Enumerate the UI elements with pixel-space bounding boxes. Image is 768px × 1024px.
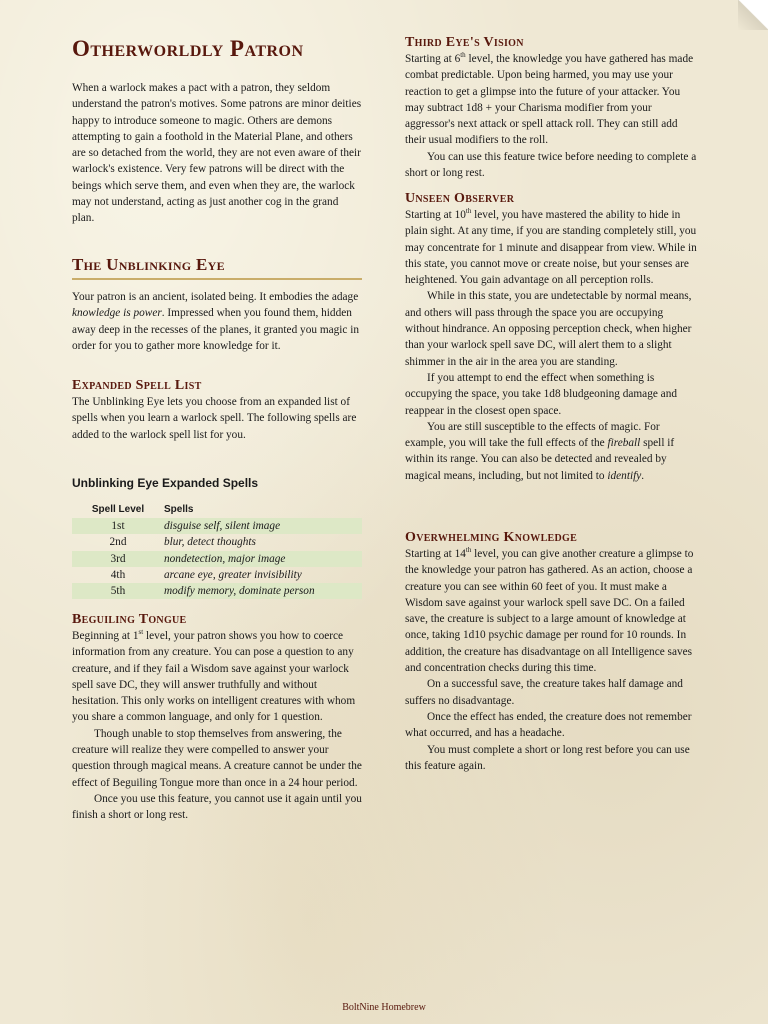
spell-table-title: Unblinking Eye Expanded Spells xyxy=(72,476,259,490)
spells-cell: arcane eye, greater invisibility xyxy=(164,569,302,582)
expanded-spell-list-paragraph: The Unblinking Eye lets you choose from an expanded list of spells when you learn a warlock spell. The following spells are added to the warlock spell list for you. xyxy=(72,396,357,441)
beguiling-tongue-paragraph: Beginning at 1st level, your patron shows you how to coerce information from any creature. You can pose a question to any creature, and if they fail a Wisdom save against your warlock spell save DC, they will answer truthfully and without hesitation. This only works on intelligent creatures with whom you share a common language, and only for 1 question. xyxy=(72,628,356,724)
page-footer: BoltNine Homebrew xyxy=(342,1002,426,1013)
unseen-observer-paragraph: You are still susceptible to the effects of magic. For example, you will take the full effects of the fireball spell if within its range. You can also be detected and revealed by magical means, including, but not limited to identify. xyxy=(405,420,675,482)
col-header-spells: Spells xyxy=(164,503,194,515)
table-row xyxy=(72,518,362,534)
spell-level-cell: 2nd xyxy=(109,536,127,549)
table-row xyxy=(72,551,362,567)
spells-cell: disguise self, silent image xyxy=(164,518,362,534)
third-eye-paragraph: Starting at 6th level, the knowledge you have gathered has made combat predictable. Upon being harmed, you may use your reaction to get a glimpse into the future of your attacker. You may subtract 1d8 + your Charisma modifier from your aggressor's next attack or spell attack roll. They can still add their usual modifiers to the roll. xyxy=(405,51,694,147)
unseen-observer-heading: Unseen Observer xyxy=(405,191,515,206)
third-eye-heading: Third Eye's Vision xyxy=(405,35,524,50)
unblinking-eye-heading: The Unblinking Eye xyxy=(72,255,225,274)
unseen-observer-paragraph: While in this state, you are undetectable by normal means, and others will pass through the space you are occupying without hindrance. An opposing perception check, when higher than your warlock spell save DC, will alert them to a slight shimmer in the air in the area you are standing. xyxy=(405,290,692,368)
beguiling-tongue-paragraph: Though unable to stop themselves from answering, the creature will realize they were compelled to answer your question through magical means. A creature cannot be under the effect of Beguiling Tongue more than once in a 24 hour period. xyxy=(72,727,362,789)
unblinking-eye-paragraph: Your patron is an ancient, isolated being. It embodies the adage knowledge is power. Impressed when you found them, hidden away deep in the recesses of the planes, it granted you magic in order for you to gather more knowledge for it. xyxy=(72,291,360,352)
intro-paragraph: When a warlock makes a pact with a patron, they seldom understand the patron's motives. Some patrons are minor deities happy to introduce someone to magic. Others are demons attempting to gain a foothold in the Material Plane, and others are so detached from the world, they are not even aware of their warlock's existence. Very few patrons will be direct with the beings which serve them, and even when they are, the warlock may not understand, acting as just another cog in the grand plan. xyxy=(72,82,362,225)
spell-level-cell: 5th xyxy=(72,583,164,599)
heading-rule xyxy=(72,278,362,280)
overwhelming-knowledge-paragraph: Once the effect has ended, the creature does not remember what occurred, and has a headache. xyxy=(405,710,692,740)
spells-cell: nondetection, major image xyxy=(164,551,362,567)
spell-level-cell: 4th xyxy=(110,569,126,582)
third-eye-section xyxy=(405,34,700,181)
unblinking-eye-section xyxy=(72,254,362,354)
overwhelming-knowledge-paragraph: Starting at 14th level, you can give another creature a glimpse to the knowledge your patron has gathered. As an action, choose a creature you can see within 60 feet of you. It must make a Wisdom save against your warlock spell save DC. On a failed save, the creature is subject to a large amount of knowledge at once, taking 1d10 psychic damage per round for 10 rounds. In addition, the creature has disadvantage on all Intelligence saves and concentration checks during this time. xyxy=(405,546,694,675)
unseen-observer-section xyxy=(405,190,700,484)
expanded-spell-list-heading: Expanded Spell List xyxy=(72,378,202,393)
beguiling-tongue-paragraph: Once you use this feature, you cannot use it again until you finish a short or long rest. xyxy=(72,792,362,822)
intro-section xyxy=(72,80,362,227)
spell-table xyxy=(72,500,362,599)
spell-table-section xyxy=(72,475,362,599)
overwhelming-knowledge-paragraph: You must complete a short or long rest before you can use this feature again. xyxy=(405,743,690,772)
overwhelming-knowledge-section xyxy=(405,529,700,774)
third-eye-paragraph: You can use this feature twice before needing to complete a short or long rest. xyxy=(405,150,697,180)
spells-cell: blur, detect thoughts xyxy=(164,536,256,549)
col-header-spell-level: Spell Level xyxy=(91,503,145,515)
page-curl xyxy=(738,0,768,30)
spell-level-cell: 3rd xyxy=(72,551,164,567)
expanded-spell-list-section xyxy=(72,377,362,443)
unseen-observer-paragraph: If you attempt to end the effect when something is occupying the space, you take 1d8 bludgeoning damage and reappear in the closest open space. xyxy=(405,371,677,417)
beguiling-tongue-heading: Beguiling Tongue xyxy=(72,612,187,627)
table-row xyxy=(72,583,362,599)
page-title: Otherworldly Patron xyxy=(72,36,304,61)
spell-level-cell: 1st xyxy=(72,518,164,534)
table-row xyxy=(72,567,362,583)
table-row xyxy=(72,534,362,550)
overwhelming-knowledge-heading: Overwhelming Knowledge xyxy=(405,530,578,545)
overwhelming-knowledge-paragraph: On a successful save, the creature takes half damage and suffers no disadvantage. xyxy=(405,678,683,707)
spells-cell: modify memory, dominate person xyxy=(164,583,362,599)
unseen-observer-paragraph: Starting at 10th level, you have mastered the ability to hide in plain sight. At any time, if you are standing completely still, you may concentrate for 1 minute and disappear from view. While in this state, you cannot move or create noise, but your senses are heightened. You gain advantage on all perception rolls. xyxy=(405,207,697,287)
beguiling-tongue-section xyxy=(72,611,362,824)
